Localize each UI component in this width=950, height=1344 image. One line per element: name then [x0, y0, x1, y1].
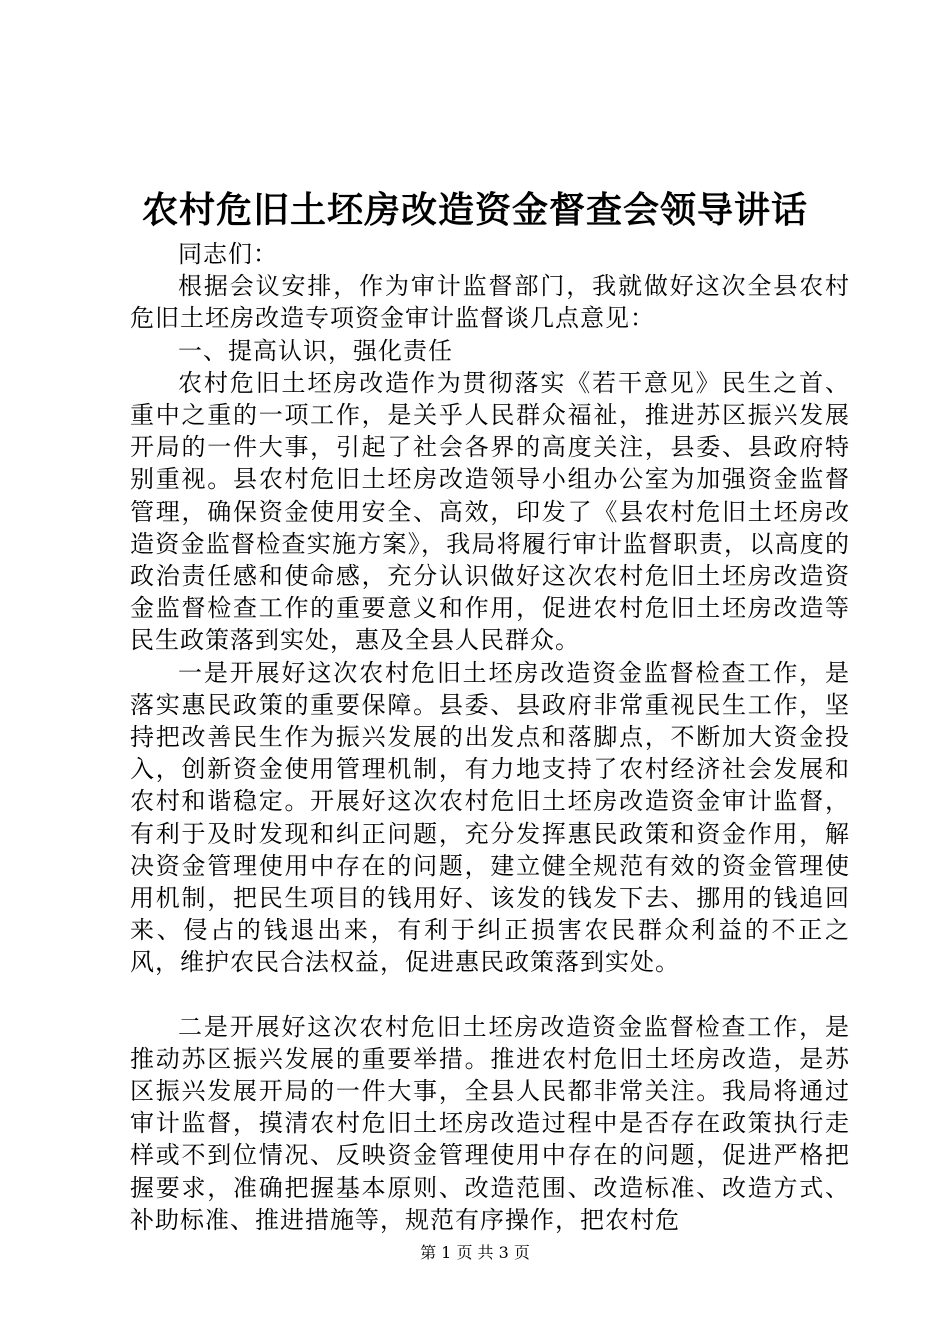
salutation-paragraph: 同志们： [178, 240, 278, 268]
document-body [130, 238, 850, 1236]
section-heading: 一、提高认识，强化责任 [178, 336, 453, 365]
page-number-footer: 第 1 页 共 3 页 [420, 1243, 530, 1262]
body-paragraph: 二是开展好这次农村危旧土坯房改造资金监督检查工作，是推动苏区振兴发展的重要举措。推进农村危旧土坯房改造，是苏区振兴发展开局的一件大事，全县人民都非常关注。我局将通过审计监督，摸清农村危旧土坯房改造过程中是否存在政策执行走样或不到位情况、反映资金管理使用中存在的问题，促进严格把握要求，准确把握基本原则、改造范围、改造标准、改造方式、补助标准、推进措施等，规范有序操作，把农村危 [130, 1012, 850, 1234]
intro-paragraph: 根据会议安排，作为审计监督部门，我就做好这次全县农村危旧土坯房改造专项资金审计监督谈几点意见： [130, 272, 850, 333]
body-paragraph: 农村危旧土坯房改造作为贯彻落实《若干意见》民生之首、重中之重的一项工作，是关乎人民群众福祉，推进苏区振兴发展开局的一件大事，引起了社会各界的高度关注，县委、县政府特别重视。县农村危旧土坯房改造领导小组办公室为加强资金监督管理，确保资金使用安全、高效，印发了《县农村危旧土坯房改造资金监督检查实施方案》，我局将履行审计监督职责，以高度的政治责任感和使命感，充分认识做好这次农村危旧土坯房改造资金监督检查工作的重要意义和作用，促进农村危旧土坯房改造等民生政策落到实处，惠及全县人民群众。 [130, 368, 850, 655]
body-paragraph: 一是开展好这次农村危旧土坯房改造资金监督检查工作，是落实惠民政策的重要保障。县委、县政府非常重视民生工作，坚持把改善民生作为振兴发展的出发点和落脚点，不断加大资金投入，创新资金使用管理机制，有力地支持了农村经济社会发展和农村和谐稳定。开展好这次农村危旧土坯房改造资金审计监督，有利于及时发现和纠正问题，充分发挥惠民政策和资金作用，解决资金管理使用中存在的问题，建立健全规范有效的资金管理使用机制，把民生项目的钱用好、该发的钱发下去、挪用的钱追回来、侵占的钱退出来，有利于纠正损害农民群众利益的不正之风，维护农民合法权益，促进惠民政策落到实处。 [130, 658, 850, 977]
document-title: 农村危旧土坯房改造资金督查会领导讲话 [141, 189, 808, 231]
